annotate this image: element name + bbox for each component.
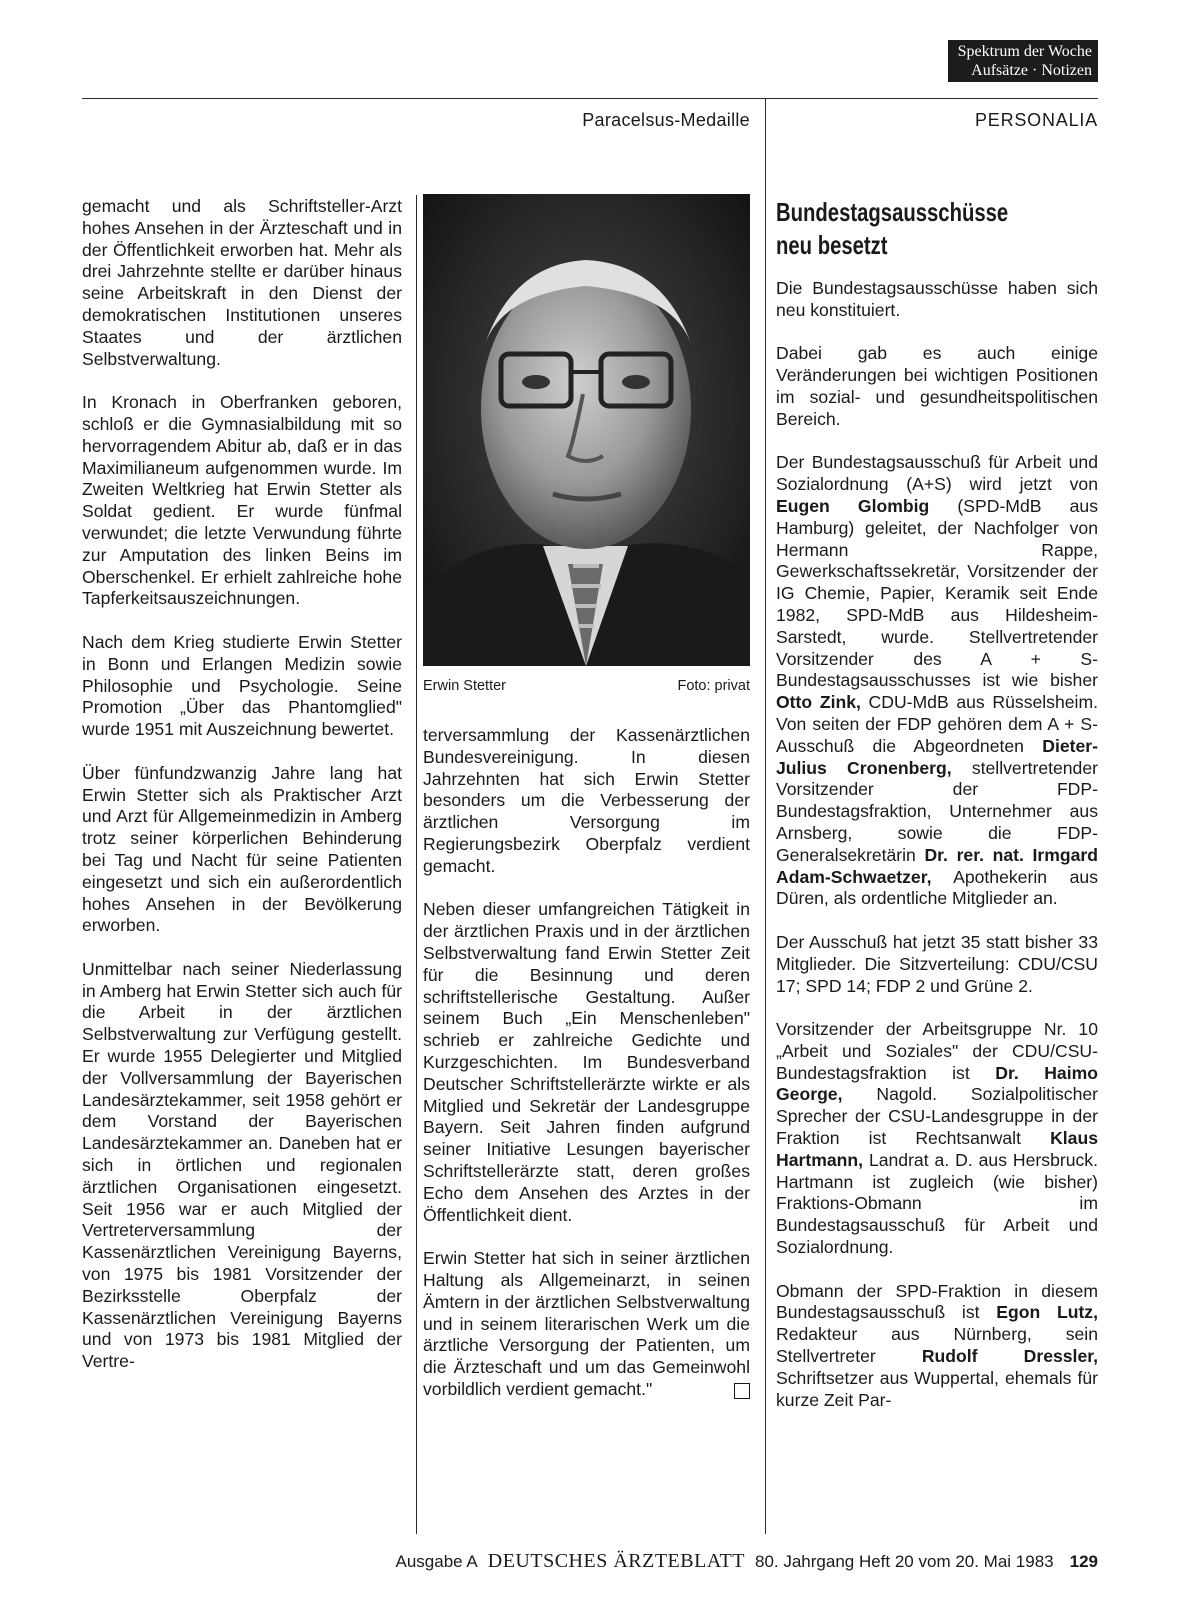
paragraph: Nach dem Krieg studierte Erwin Stetter in Bonn und Erlangen Medizin sowie Philosophie und Psychologie. Seine Promotion „Über das Phantomglied" wurde 1951 mit Auszeichnung bewertet. <box>82 631 402 740</box>
person-name: Dieter-Julius Cronenberg, <box>776 735 1098 778</box>
paragraph <box>423 1248 750 1401</box>
text-run: Obmann der SPD-Fraktion in diesem Bundestagsausschuß ist <box>776 1280 1098 1323</box>
paragraph-text: Erwin Stetter hat sich in seiner ärztlichen Haltung als Allgemeinarzt, in seinen Ämtern in der ärztlichen Selbstverwaltung und in seinem literarischen Werk um die ärztliche Versorgung der Patienten, um die Ärzteschaft und um das Gemeinwohl vorbildlich verdient gemacht." <box>423 1248 750 1399</box>
person-name: Dr. rer. nat. Irmgard Adam-Schwaetzer, <box>776 844 1098 887</box>
portrait-photo <box>423 194 750 666</box>
end-mark-icon <box>734 1383 750 1399</box>
badge-line-1: Spektrum der Woche <box>957 43 1092 60</box>
caption-name: Erwin Stetter <box>423 678 506 694</box>
person-name: Dr. Haimo George, <box>776 1062 1098 1105</box>
person-name: Klaus Hartmann, <box>776 1128 1098 1170</box>
paragraph: Dabei gab es auch einige Veränderungen bei wichtigen Positionen im sozial- und gesundheitspolitischen Bereich. <box>776 343 1098 429</box>
article-column-3 <box>776 278 1098 1433</box>
footer-issue: 80. Jahrgang Heft 20 vom 20. Mai 1983 <box>754 1552 1054 1571</box>
article-headline <box>776 196 1104 262</box>
headline-line-2: neu besetzt <box>776 230 888 260</box>
paragraph <box>776 1019 1098 1259</box>
section-title-right: PERSONALIA <box>974 110 1098 130</box>
person-name: Eugen Glombig <box>776 495 930 516</box>
paragraph: Unmittelbar nach seiner Niederlassung in Amberg hat Erwin Stetter sich auch für die Arbeit in der ärztlichen Selbstverwaltung zur Verfügung gestellt. Er wurde 1955 Delegierter und Mitglied der Vollversammlung der Bayerischen Landesärztekammer, seit 1958 gehört er dem Vorstand der Bayerischen Landesärztekammer an. Daneben hat er sich in örtlichen und regionalen ärztlichen Organisationen eingesetzt. Seit 1956 war er auch Mitglied der Vertreterversammlung der Kassenärztlichen Vereinigung Bayerns, von 1975 bis 1981 Vorsitzender der Bezirksstelle Oberpfalz der Kassenärztlichen Vereinigung Bayerns und von 1973 bis 1981 Mitglied der Vertre- <box>82 958 402 1372</box>
page-footer <box>396 1550 1098 1573</box>
paragraph: gemacht und als Schriftsteller-Arzt hohes Ansehen in der Ärzteschaft und in der Öffentlichkeit erworben hat. Mehr als drei Jahrzehnte stellte er darüber hinaus seine Arbeitskraft in den Dienst der demokratischen Institutionen unseres Staates und der ärztlichen Selbstverwaltung. <box>82 196 402 369</box>
headline-line-1: Bundestagsausschüsse <box>776 197 1009 227</box>
text-run: Landrat a. D. aus Hersbruck. Hartmann ist zugleich (wie bisher) Fraktions-Obmann im Bundestagsausschuß für Arbeit und Sozialordnung. <box>776 1149 1098 1258</box>
paragraph: Die Bundestagsausschüsse haben sich neu konstituiert. <box>776 278 1098 320</box>
paragraph: Über fünfundzwanzig Jahre lang hat Erwin Stetter sich als Praktischer Arzt und Arzt für Allgemeinmedizin in Amberg trotz seiner körperlichen Behinderung bei Tag und Nacht für seine Patienten eingesetzt und sich ein außerordentlich hohes Ansehen in der Bevölkerung erworben. <box>82 762 402 936</box>
column-divider-left <box>416 195 417 1534</box>
paragraph: Der Ausschuß hat jetzt 35 statt bisher 33 Mitglieder. Die Sitzverteilung: CDU/CSU 17; SPD 14; FDP 2 und Grüne 2. <box>776 931 1098 996</box>
caption-credit: Foto: privat <box>677 678 750 694</box>
column-divider-right <box>765 99 766 1534</box>
badge-line-2: Aufsätze · Notizen <box>971 62 1092 79</box>
section-badge <box>948 40 1098 82</box>
text-run: Schriftsetzer aus Wuppertal, ehemals für kurze Zeit Par- <box>776 1367 1098 1410</box>
footer-masthead: DEUTSCHES ÄRZTEBLATT <box>487 1550 745 1572</box>
text-run: CDU-MdB aus Rüsselsheim. Von seiten der FDP gehören dem A + S-Ausschuß die Abgeordneten <box>776 692 1098 756</box>
person-name: Rudolf Dressler, <box>921 1346 1098 1367</box>
article-column-1 <box>82 196 402 1395</box>
text-run: Redakteur aus Nürnberg, sein Stellvertreter <box>776 1324 1098 1367</box>
portrait-illustration <box>423 194 750 666</box>
footer-edition: Ausgabe A <box>395 1552 478 1571</box>
paragraph <box>776 452 1098 910</box>
paragraph: Neben dieser umfangreichen Tätigkeit in der ärztlichen Praxis und in der ärztlichen Selbstverwaltung fand Erwin Stetter Zeit für die Besinnung und deren schriftstellerische Gestaltung. Außer seinem Buch „Ein Menschenleben" schrieb er zahlreiche Gedichte und Kurzgeschichten. Im Bundesverband Deutscher Schriftstellerärzte wirkte er als Mitglied und Sekretär der Landesgruppe Bayern. Seit Jahren finden aufgrund seiner Initiative Lesungen bayerischer Schriftstellerärzte statt, deren großes Echo dem Ansehen des Arztes in der Öffentlichkeit dient. <box>423 899 750 1225</box>
person-name: Otto Zink, <box>776 692 861 713</box>
text-run: (SPD-MdB aus Hamburg) geleitet, der Nachfolger von Hermann Rappe, Gewerkschaftssekretär, Vorsitzender der IG Chemie, Papier, Keramik seit Ende 1982, SPD-MdB aus Hildesheim-Sarstedt, wurde. Stellvertretender Vorsitzender des A + S-Bundestagsausschusses ist wie bisher <box>776 495 1098 691</box>
header-rule <box>82 98 1098 99</box>
section-title-left: Paracelsus-Medaille <box>582 110 750 130</box>
text-run: Vorsitzender der Arbeitsgruppe Nr. 10 „Arbeit und Soziales" der CDU/CSU-Bundestagsfraktion ist <box>776 1019 1098 1083</box>
person-name: Egon Lutz, <box>996 1302 1098 1323</box>
paragraph <box>776 1281 1098 1412</box>
text-run: Apothekerin aus Düren, als ordentliche Mitglieder an. <box>776 866 1098 909</box>
paragraph: In Kronach in Oberfranken geboren, schloß er die Gymnasialbildung mit so hervorragendem Abitur ab, daß er in das Maximilianeum aufgenommen wurde. Im Zweiten Weltkrieg hat Erwin Stetter als Soldat gedient. Er wurde fünfmal verwundet; die letzte Verwundung führte zur Amputation des linken Beins im Oberschenkel. Er erhielt zahlreiche hohe Tapferkeitsauszeichnungen. <box>82 392 402 609</box>
text-run: stellvertretender Vorsitzender der FDP-Bundestagsfraktion, Unternehmer aus Arnsberg, sowie die FDP-Generalsekretärin <box>776 757 1098 865</box>
photo-caption <box>423 678 750 694</box>
text-run: Nagold. Sozialpolitischer Sprecher der CSU-Landesgruppe in der Fraktion ist Rechtsanwalt <box>776 1084 1098 1149</box>
paragraph: terversammlung der Kassenärztlichen Bundesvereinigung. In diesen Jahrzehnten hat sich Erwin Stetter besonders um die Verbesserung der ärztlichen Versorgung im Regierungsbezirk Oberpfalz verdient gemacht. <box>423 725 750 876</box>
page-number: 129 <box>1069 1552 1098 1571</box>
text-run: Der Bundestagsausschuß für Arbeit und Sozialordnung (A+S) wird jetzt von <box>776 452 1098 495</box>
article-column-2 <box>423 725 750 1423</box>
